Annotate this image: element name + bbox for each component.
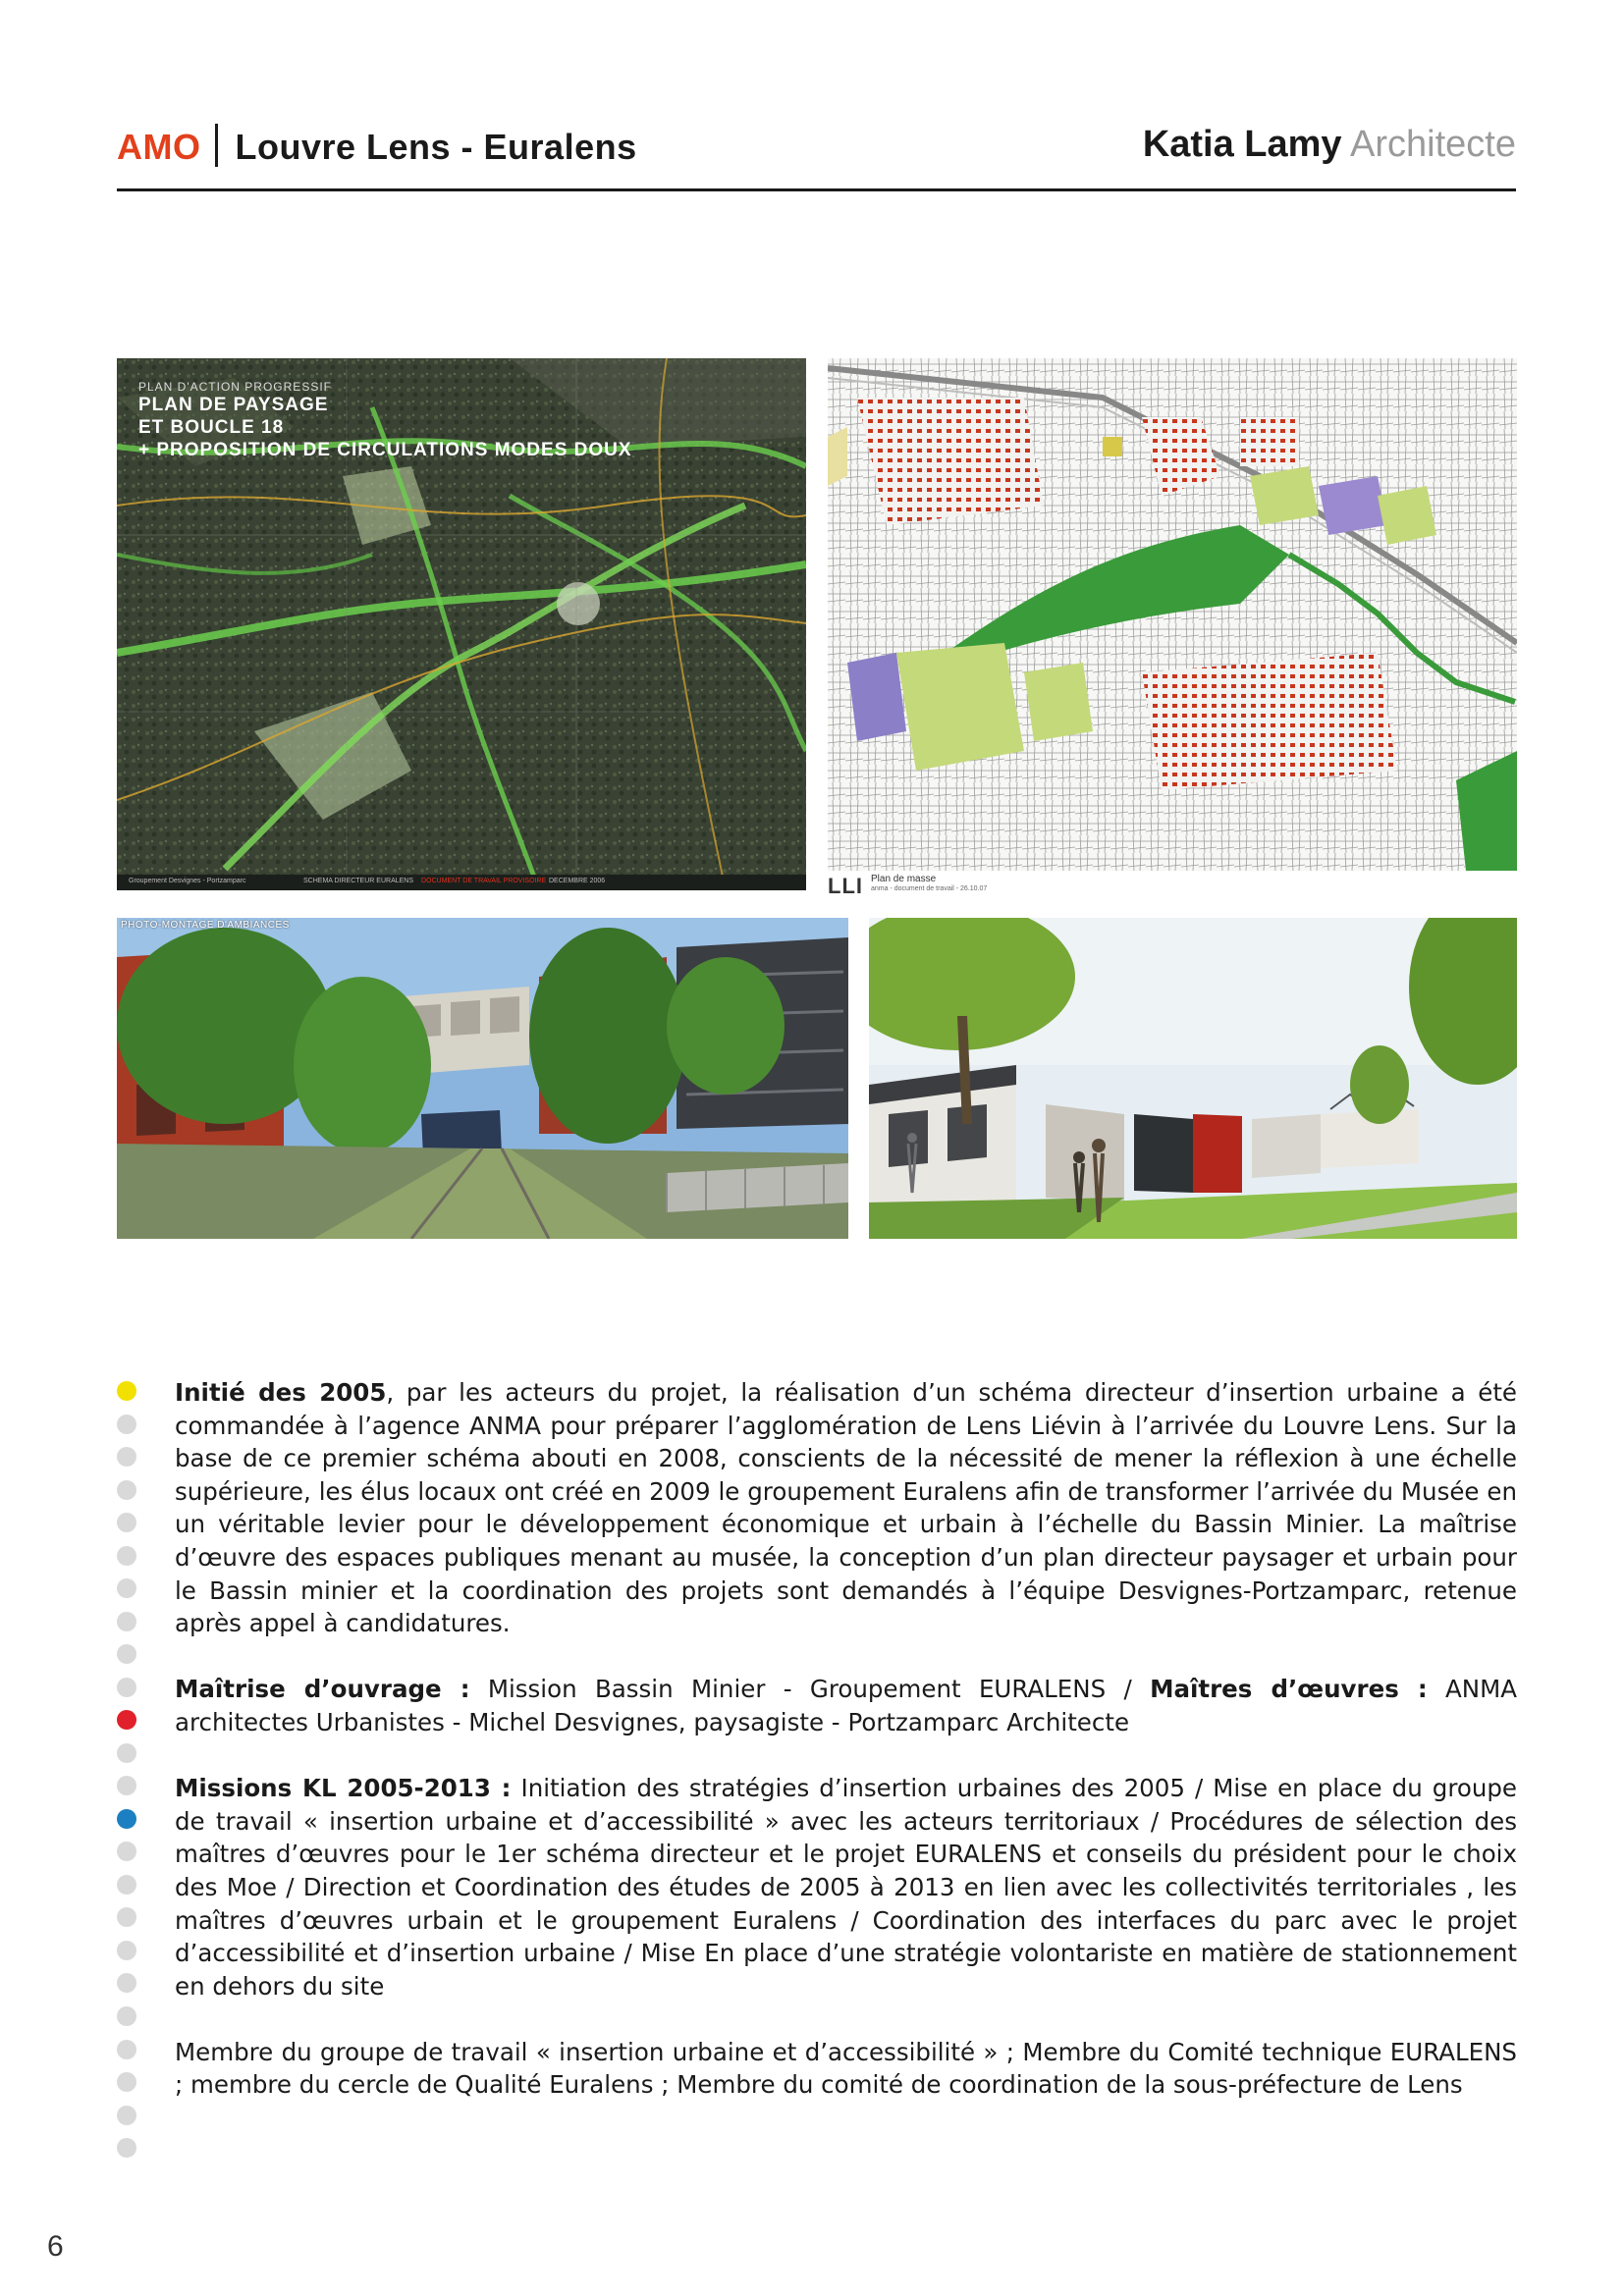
header-project: [117, 124, 637, 168]
bullet-dot: [117, 1480, 136, 1500]
plan-caption-sub: anma - document de travail - 26.10.07: [871, 885, 988, 892]
client-label: Maîtrise d’ouvrage :: [175, 1675, 470, 1704]
master-plan-graphic: [828, 358, 1517, 871]
bullet-dot: [117, 1710, 136, 1730]
aerial-title-2: ET BOUCLE 18: [138, 417, 285, 438]
missions-body: Initiation des stratégies d’insertion urbaines des 2005 / Mise en place du groupe de travail « insertion urbaine et d’accessibilité » avec les acteurs territoriaux / Procédures de sélection des maîtres d’œuvres pour le 1er schéma directeur et le projet EURALENS et conseils du président pour le choix des Moe / Direction et Coordination des études de 2005 à 2013 en lien avec les collectivités territoriales , les maîtres d’œuvres urbain et le groupement Euralens / Coordination des interfaces du parc avec le projet d’accessibilité et d’insertion urbaine / Mise En place d’une stratégie volontariste en matière de stationnement en dehors du site: [175, 1774, 1517, 2001]
paragraph-gap: [175, 2002, 1517, 2036]
aerial-title-1: PLAN DE PAYSAGE: [138, 395, 329, 415]
paragraph-missions: [175, 1772, 1517, 2002]
bullet-dot: [117, 1381, 136, 1401]
bullet-dot: [117, 2138, 136, 2158]
aerial-title-3: + PROPOSITION DE CIRCULATIONS MODES DOUX: [138, 440, 632, 460]
header-separator: [215, 124, 218, 167]
header-tag: AMO: [117, 127, 201, 167]
aerial-footer-mid: SCHEMA DIRECTEUR EURALENS: [303, 878, 414, 884]
tram-street-photomontage: [117, 918, 848, 1239]
residential-park-graphic: [869, 918, 1517, 1239]
architects-value: ANMA architectes Urbanistes - Michel Desvignes, paysagiste - Portzamparc Architecte: [175, 1675, 1517, 1736]
architects-label: Maîtres d’œuvres :: [1150, 1675, 1428, 1704]
bullet-dot: [117, 1578, 136, 1598]
bullet-dot: [117, 1447, 136, 1467]
aerial-landscape-plan: [117, 358, 806, 890]
paragraph-gap: [175, 1739, 1517, 1773]
header-author: [1143, 124, 1516, 166]
bullet-dot: [117, 1907, 136, 1927]
plan-caption-title: Plan de masse: [871, 874, 937, 884]
bullet-dot: [117, 1612, 136, 1631]
bullet-dot: [117, 2072, 136, 2092]
missions-label: Missions KL 2005-2013 :: [175, 1774, 512, 1803]
paragraph-memberships: Membre du groupe de travail « insertion urbaine et d’accessibilité » ; Membre du Comité technique EURALENS ; membre du cercle de Qualité Euralens ; Membre du comité de coordination de la sous-préfecture de Lens: [175, 2037, 1517, 2100]
aerial-footer-date: DECEMBRE 2006: [549, 878, 606, 884]
bullet-dot: [117, 1941, 136, 1960]
bullet-dot: [117, 1644, 136, 1664]
author-name: Katia Lamy: [1142, 124, 1342, 165]
bullet-dot: [117, 1842, 136, 1861]
bullet-dot: [117, 1809, 136, 1829]
description-text: [175, 1376, 1517, 2102]
author-role: Architecte: [1350, 124, 1516, 165]
paragraph-stakeholders: [175, 1673, 1517, 1738]
master-plan: [828, 358, 1517, 871]
bullet-dot: [117, 1743, 136, 1763]
header-rule: [117, 188, 1516, 191]
aerial-footer: [117, 875, 806, 890]
bullet-dot: [117, 2040, 136, 2059]
page-header: [117, 124, 1516, 192]
page-number: 6: [47, 2230, 64, 2263]
bullet-dot: [117, 1973, 136, 1993]
paragraph-gap: [175, 1640, 1517, 1674]
bullet-dot: [117, 1513, 136, 1532]
header-project-title: Louvre Lens - Euralens: [235, 127, 637, 167]
bullet-dot: [117, 2106, 136, 2125]
tram-street-graphic: [117, 918, 848, 1239]
bullet-dot: [117, 1415, 136, 1434]
photomontage-caption: PHOTO-MONTAGE D'AMBIANCES: [121, 920, 290, 931]
bullet-dot: [117, 1678, 136, 1697]
residential-park-rendering: [869, 918, 1517, 1239]
paragraph-initiation: [175, 1376, 1517, 1640]
plan-logo: LLI: [828, 874, 863, 898]
aerial-footer-red: DOCUMENT DE TRAVAIL PROVISOIRE: [421, 878, 547, 884]
aerial-footer-left: Groupement Desvignes - Portzamparc: [129, 878, 246, 884]
master-plan-caption: [828, 874, 988, 899]
bullet-dot: [117, 2006, 136, 2026]
bullet-dot: [117, 1776, 136, 1795]
bullet-dot: [117, 1875, 136, 1895]
aerial-title-block: [138, 380, 632, 461]
paragraph-initiation-body: , par les acteurs du projet, la réalisation d’un schéma directeur d’insertion urbaine a été commandée à l’agence ANMA pour préparer l’agglomération de Lens Liévin à l’arrivée du Louvre Lens. Sur la base de ce premier schéma abouti en 2008, conscients de la nécessité de mener la réflexion à une échelle supérieure, les élus locaux ont créé en 2009 le groupement Euralens afin de transformer l’arrivée du Musée en un véritable levier pour le développement économique et urbain à l’échelle du Bassin Minier. La maîtrise d’œuvre des espaces publiques menant au musée, la conception d’un plan directeur paysager et urbain pour le Bassin minier et la coordination des projets sont demandés à l’équipe Desvignes-Portzamparc, retenue après appel à candidatures.: [175, 1378, 1517, 1638]
client-value: Mission Bassin Minier - Groupement EURALENS /: [469, 1675, 1151, 1704]
aerial-kicker: PLAN D'ACTION PROGRESSIF: [138, 380, 332, 394]
paragraph-initiation-lead: Initié des 2005: [175, 1378, 387, 1407]
bullet-dot: [117, 1546, 136, 1566]
